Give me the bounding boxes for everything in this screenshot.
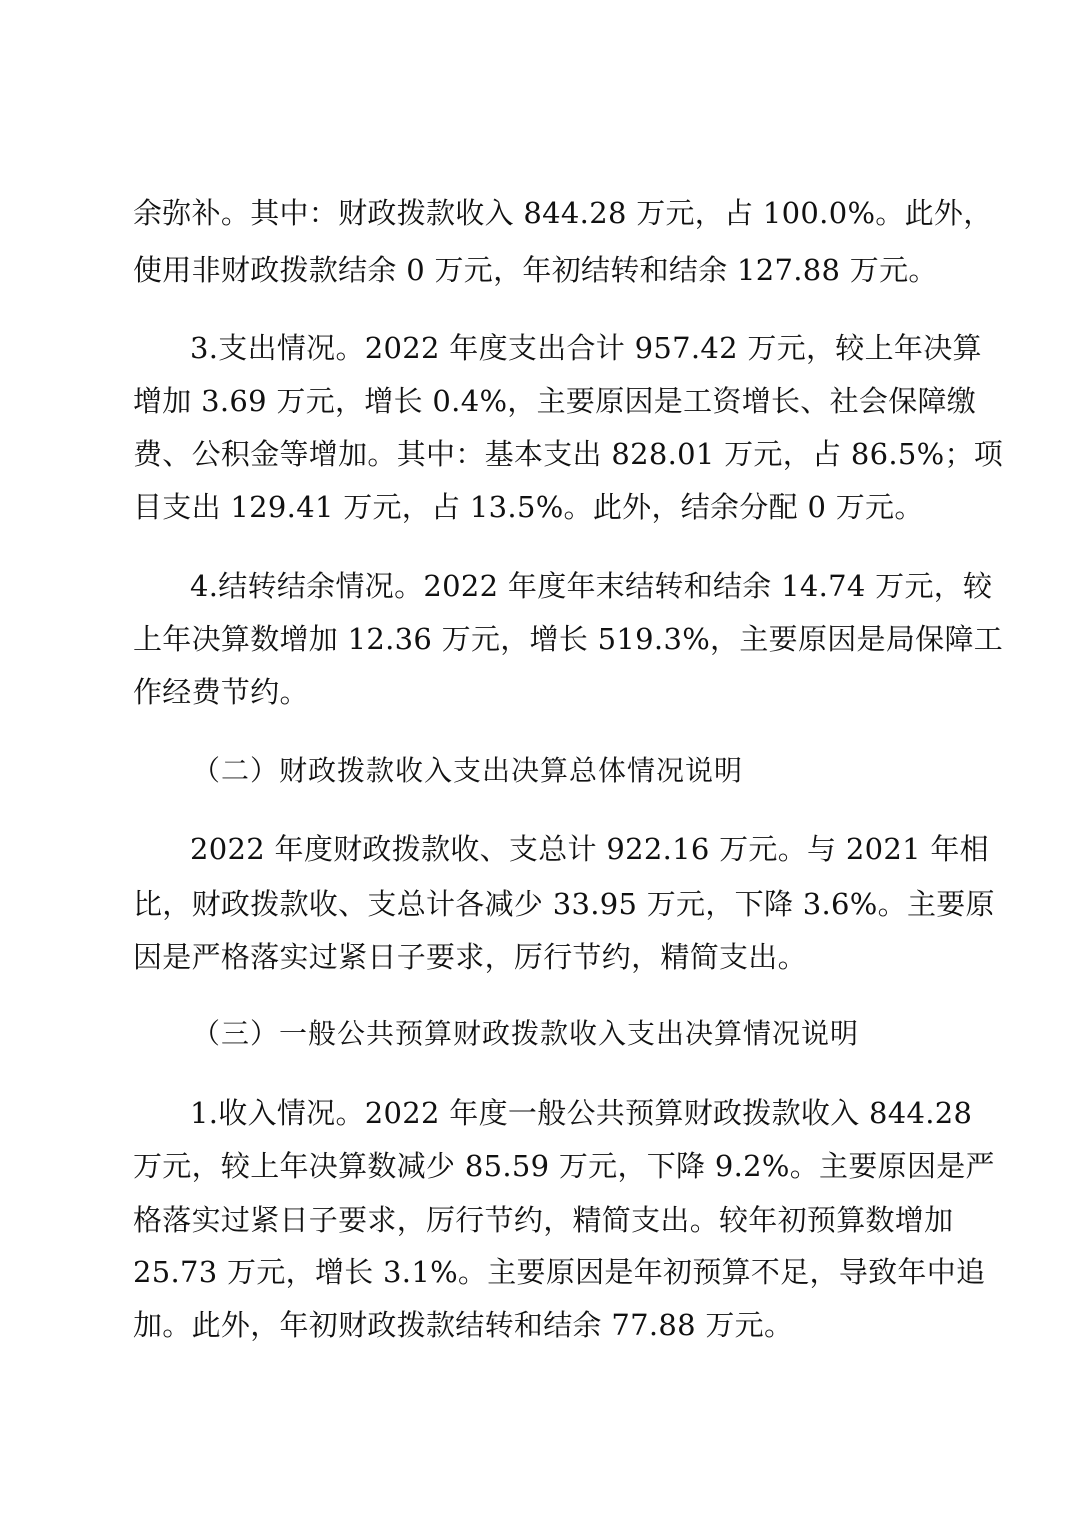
paragraph-line: 作经费节约。 bbox=[133, 675, 309, 709]
paragraph-line: 使用非财政拨款结余 0 万元，年初结转和结余 127.88 万元。 bbox=[133, 253, 938, 287]
paragraph-line: 目支出 129.41 万元，占 13.5%。此外，结余分配 0 万元。 bbox=[133, 490, 924, 524]
paragraph-line: 2022 年度财政拨款收、支总计 922.16 万元。与 2021 年相 bbox=[190, 832, 989, 866]
paragraph-line: 比，财政拨款收、支总计各减少 33.95 万元，下降 3.6%。主要原 bbox=[133, 887, 995, 921]
section-heading: （二）财政拨款收入支出决算总体情况说明 bbox=[192, 754, 744, 787]
paragraph-line: 上年决算数增加 12.36 万元，增长 519.3%，主要原因是局保障工 bbox=[133, 622, 1004, 656]
paragraph-line: 增加 3.69 万元，增长 0.4%，主要原因是工资增长、社会保障缴 bbox=[133, 384, 977, 418]
paragraph-line: 1.收入情况。2022 年度一般公共预算财政拨款收入 844.28 bbox=[190, 1096, 973, 1130]
paragraph-line: 3.支出情况。2022 年度支出合计 957.42 万元，较上年决算 bbox=[190, 331, 982, 365]
paragraph-line: 因是严格落实过紧日子要求，厉行节约，精简支出。 bbox=[133, 940, 807, 974]
paragraph-line: 费、公积金等增加。其中：基本支出 828.01 万元，占 86.5%；项 bbox=[133, 437, 1004, 471]
paragraph-line: 余弥补。其中：财政拨款收入 844.28 万元，占 100.0%。此外， bbox=[133, 196, 993, 230]
section-heading: （三）一般公共预算财政拨款收入支出决算情况说明 bbox=[192, 1017, 860, 1050]
paragraph-line: 万元，较上年决算数减少 85.59 万元，下降 9.2%。主要原因是严 bbox=[133, 1149, 995, 1183]
paragraph-line: 格落实过紧日子要求，厉行节约，精简支出。较年初预算数增加 bbox=[133, 1203, 954, 1237]
paragraph-line: 25.73 万元，增长 3.1%。主要原因是年初预算不足，导致年中追 bbox=[133, 1255, 986, 1289]
paragraph-line: 加。此外，年初财政拨款结转和结余 77.88 万元。 bbox=[133, 1308, 794, 1342]
paragraph-line: 4.结转结余情况。2022 年度年末结转和结余 14.74 万元，较 bbox=[190, 569, 993, 603]
